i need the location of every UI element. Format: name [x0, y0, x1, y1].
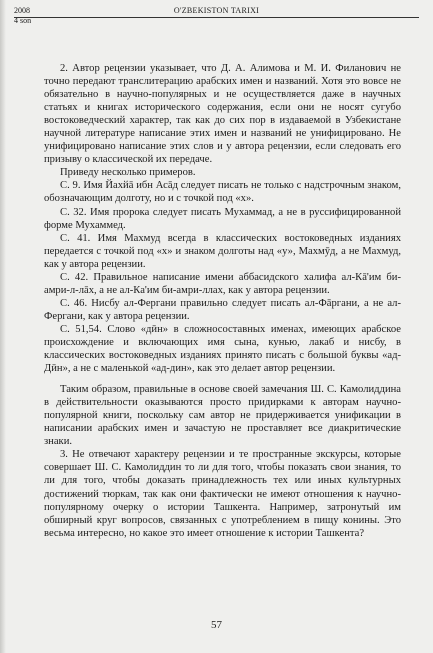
header-issue: 4 son: [14, 16, 32, 25]
paragraph-example-p42: С. 42. Правильное написание имени аббасидского халифа ал-Кā'им би-амри-л-лāх, а не ал-Ка'им би-амри-ллах, как у автора рецензии.: [44, 271, 401, 296]
paragraph-point-2: 2. Автор рецензии указывает, что Д. А. Алимова и М. И. Филанович не точно передают транслитерацию арабских имен и названий. Хотя это вовсе не обязательно в научно-популярных и не осуществляется даже в научных статьях и книгах исторического содержания, если они не носят сугубо востоковедческий характер, так как до сих пор в издаваемой в Узбекистане научной литературе написание этих имен и названий не унифицировано. Не унифицировано написание этих слов и у автора рецензии, если следовать его призыву о классической их передаче.: [44, 63, 401, 166]
article-body: [44, 62, 401, 540]
page-number: 57: [211, 619, 222, 631]
scan-shadow: [0, 0, 6, 653]
running-header: [14, 6, 419, 25]
header-year: 2008: [14, 6, 30, 15]
paragraph-example-p51-54: С. 51,54. Слово «дӣн» в сложносоставных именах, имеющих арабское происхождение и включающих имя сына, кунью, лакаб и нисбу, в классических востоковедных изданиях принято писать с большой буквы «ад-Дӣн», а не с маленькой «ад-дин», как это делает автор рецензии.: [44, 323, 401, 375]
paragraph-point-3: 3. Не отвечают характеру рецензии и те пространные экскурсы, которые совершает Ш. С. Камолиддин то ли для того, чтобы показать свои знания, то ли для того, чтобы доказать принадлежность тех или иных культурных достижений тюркам, так как они фактически не имеют отношения к научно-популярному очерку о истории Ташкента. Например, затронутый им обширный круг вопросов, связанных с употреблением в пищу конины. Это весьма интересно, но какое это имеет отношение к истории Ташкента?: [44, 449, 401, 539]
paragraph-gap: [44, 375, 401, 383]
header-journal-title: O'ZBEKISTON TARIXI: [173, 6, 260, 15]
paragraph-examples-intro: Приведу несколько примеров.: [60, 167, 196, 179]
paragraph-example-p46: С. 46. Нисбу ал-Фергани правильно следует писать ал-Фāргани, а не ал-Фергани, как у автора рецензии.: [44, 297, 401, 322]
paragraph-example-p9: С. 9. Имя Йахйā ибн Асāд следует писать не только с надстрочным знаком, обозначающим долготу, но и с точкой под «х».: [44, 180, 401, 205]
paragraph-example-p32: С. 32. Имя пророка следует писать Мухаммад, а не в руссифицированной форме Мухаммед.: [44, 206, 401, 231]
paragraph-example-p41: С. 41. Имя Махмуд всегда в классических востоковедных изданиях передается с точкой под «х» и знаком долготы над «у», Махмӯд, а не Махмуд, как у автора рецензии.: [44, 232, 401, 270]
header-rule: [14, 17, 419, 18]
paragraph-conclusion: Таким образом, правильные в основе своей замечания Ш. С. Камолиддина в действительности оказываются просто придирками к авторам научно-популярной книги, поскольку сам автор не придерживается унификации в написании арабских имен и зачастую не проставляет все диакритические знаки.: [44, 384, 401, 448]
